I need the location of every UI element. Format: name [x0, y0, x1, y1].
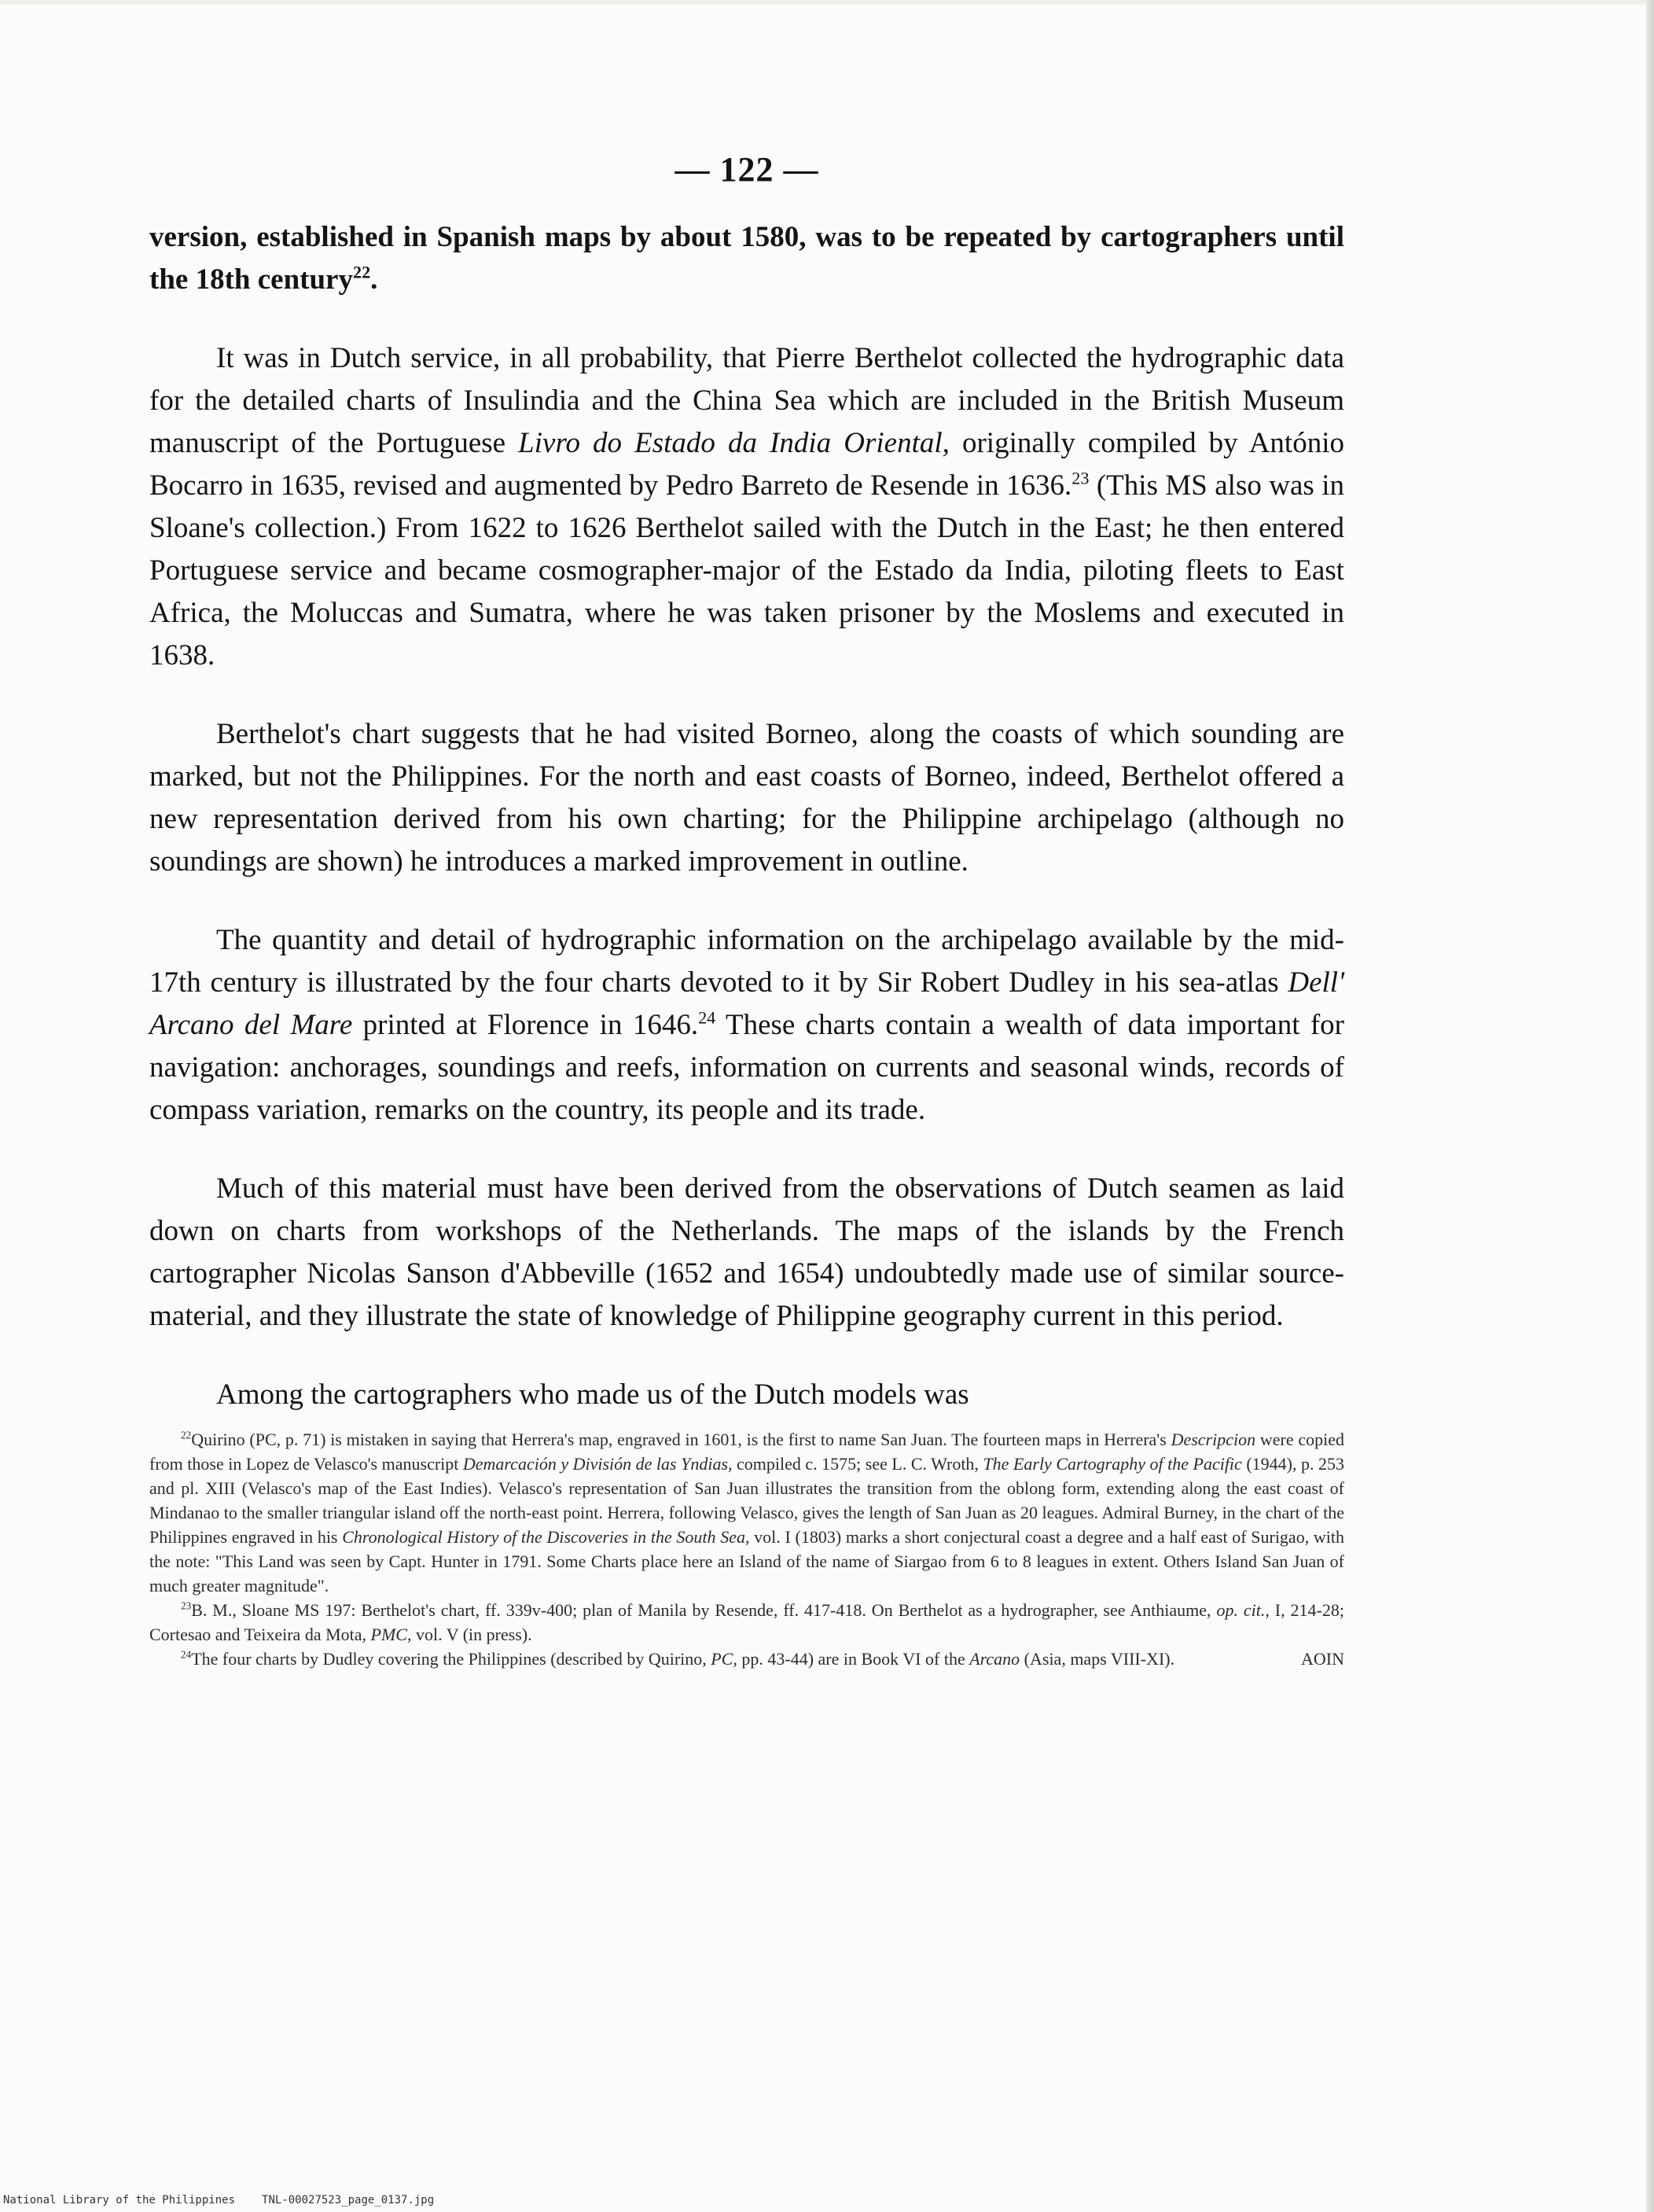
footnote-22-number: 22 [181, 1429, 192, 1441]
paragraph-3 [149, 713, 1344, 883]
footnote-ref-24: 24 [698, 1007, 716, 1028]
footnote-22-italic-d: Chronological History of the Discoveries in the South Sea, [342, 1527, 750, 1547]
footnote-22-text-d: (1944), p. 253 and pl. XIII (Velasco's map of the East Indies). Velasco's representation of San Juan illustrates the transition from the oblong form, extending along the east coast of Mindanao to the smaller triangular island off the north-east point. Herrera, following Velasco, gives the length of San Juan as 20 leagues. Admiral Burney, in the chart of the Philippines engraved in his [149, 1454, 1344, 1547]
paragraph-4-text-c: These charts contain a wealth of data important for navigation: anchorages, soundings and reefs, information on currents and seasonal winds, records of compass variation, remarks on the country, its people and its trade. [149, 1009, 1344, 1126]
paragraph-3-text: Berthelot's chart suggests that he had visited Borneo, along the coasts of which sounding are marked, but not the Philippines. For the north and east coasts of Borneo, indeed, Berthelot offered a new representation derived from his own charting; for the Philippine archipelago (although no soundings are shown) he introduces a marked improvement in outline. [149, 718, 1344, 878]
scan-border-right [1646, 0, 1654, 2212]
paragraph-1 [149, 216, 1344, 301]
page-number: — 122 — [674, 150, 819, 189]
footnote-22-text-c: compiled c. 1575; see L. C. Wroth, [732, 1454, 983, 1474]
footnote-22-text-e: vol. I (1803) marks a short conjectural coast a degree and a half east of Surigao, with the note: "This Land was seen by Capt. Hunter in 1791. Some Charts place here an Island of the name of Siargao from 6 to 8 leagues in extent. Others Island San Juan of much greater magnitude". [149, 1527, 1345, 1596]
paragraph-1-text: version, established in Spanish maps by about 1580, was to be repeated by cartographers until the 18th century [149, 221, 1344, 296]
footnote-24-text-b: pp. 43-44) are in Book VI of the [737, 1649, 970, 1669]
footnote-ref-23: 23 [1071, 468, 1090, 488]
footnote-23-text-a: B. M., Sloane MS 197: Berthelot's chart, ff. 339v-400; plan of Manila by Resende, ff. 417-418. On Berthelot as a hydrographer, see Anthiaume, [191, 1600, 1217, 1620]
paragraph-6 [149, 1374, 1344, 1416]
paragraph-1-end: . [370, 263, 378, 296]
paragraph-4-text-a: The quantity and detail of hydrographic information on the archipelago available by the mid-17th century is illustrated by the four charts devoted to it by Sir Robert Dudley in his sea-atlas [149, 924, 1344, 999]
printer-mark: AOIN [1301, 1649, 1344, 1669]
page-content [149, 149, 1344, 1671]
paragraph-2-text-b: originally compiled by António Bocarro in 1635, revised and augmented by Pedro Barreto de Resende in 1636. [149, 427, 1344, 502]
footnote-24-italic-b: Arcano [969, 1649, 1020, 1669]
paragraph-5-text: Much of this material must have been derived from the observations of Dutch seamen as laid down on charts from workshops of the Netherlands. The maps of the islands by the French cartographer Nicolas Sanson d'Abbeville (1652 and 1654) undoubtedly made use of similar source-material, and they illustrate the state of knowledge of Philippine geography current in this period. [149, 1172, 1344, 1332]
scan-border-top [0, 0, 1654, 5]
footnote-24-number: 24 [181, 1648, 192, 1661]
footnote-23 [149, 1598, 1344, 1647]
footnote-22-text-b: were copied from those in Lopez de Velasco's manuscript [149, 1430, 1344, 1474]
footnote-23-number: 23 [181, 1599, 192, 1612]
book-title-livro: Livro do Estado da India Oriental, [518, 427, 950, 459]
footnote-22-italic-c: The Early Cartography of the Pacific [983, 1454, 1242, 1474]
footnote-23-text-c: vol. V (in press). [411, 1625, 532, 1644]
footnote-22 [149, 1427, 1344, 1598]
footnote-22-italic-b: Demarcación y División de las Yndias, [462, 1454, 733, 1474]
paragraph-5 [149, 1168, 1344, 1338]
footnote-23-italic-a: op. cit., [1216, 1600, 1270, 1620]
paragraph-4-text-b: printed at Florence in 1646. [352, 1009, 699, 1041]
paragraph-2-text-a: It was in Dutch service, in all probability, that Pierre Berthelot collected the hydrographic data for the detailed charts of Insulindia and the China Sea which are included in the British Museum manuscript of the Portuguese [149, 342, 1344, 459]
footer-library: National Library of the Philippines [3, 2194, 236, 2206]
footnote-24-text-c: (Asia, maps VIII-XI). [1020, 1649, 1175, 1669]
footnote-24 [149, 1647, 1344, 1671]
footnote-23-text-b: I, 214-28; Cortesao and Teixeira da Mota, [149, 1600, 1344, 1644]
book-title-arcano: Dell' Arcano del Mare [149, 966, 1344, 1041]
paragraph-4 [149, 919, 1344, 1132]
footnote-24-text-a: The four charts by Dudley covering the Philippines (described by Quirino, [191, 1649, 711, 1669]
scan-footer [3, 2194, 1646, 2206]
paragraph-6-text: Among the cartographers who made us of the Dutch models was [216, 1378, 969, 1411]
footnote-22-text-a: Quirino (PC, p. 71) is mistaken in saying that Herrera's map, engraved in 1601, is the first to name San Juan. The fourteen maps in Herrera's [191, 1430, 1171, 1449]
paragraph-2-text-c: (This MS also was in Sloane's collection.) From 1622 to 1626 Berthelot sailed with the Dutch in the East; he then entered Portuguese service and became cosmographer-major of the Estado da India, piloting fleets to East Africa, the Moluccas and Sumatra, where he was taken prisoner by the Moslems and executed in 1638. [149, 469, 1344, 672]
footnotes [149, 1427, 1344, 1671]
footer-filename: TNL-00027523_page_0137.jpg [262, 2194, 435, 2206]
footnote-23-italic-b: PMC, [370, 1625, 412, 1644]
paragraph-2 [149, 337, 1344, 677]
footnote-22-italic-a: Descripcion [1171, 1430, 1256, 1449]
footnote-ref-22: 22 [352, 262, 371, 282]
footnote-24-italic-a: PC, [711, 1649, 737, 1669]
